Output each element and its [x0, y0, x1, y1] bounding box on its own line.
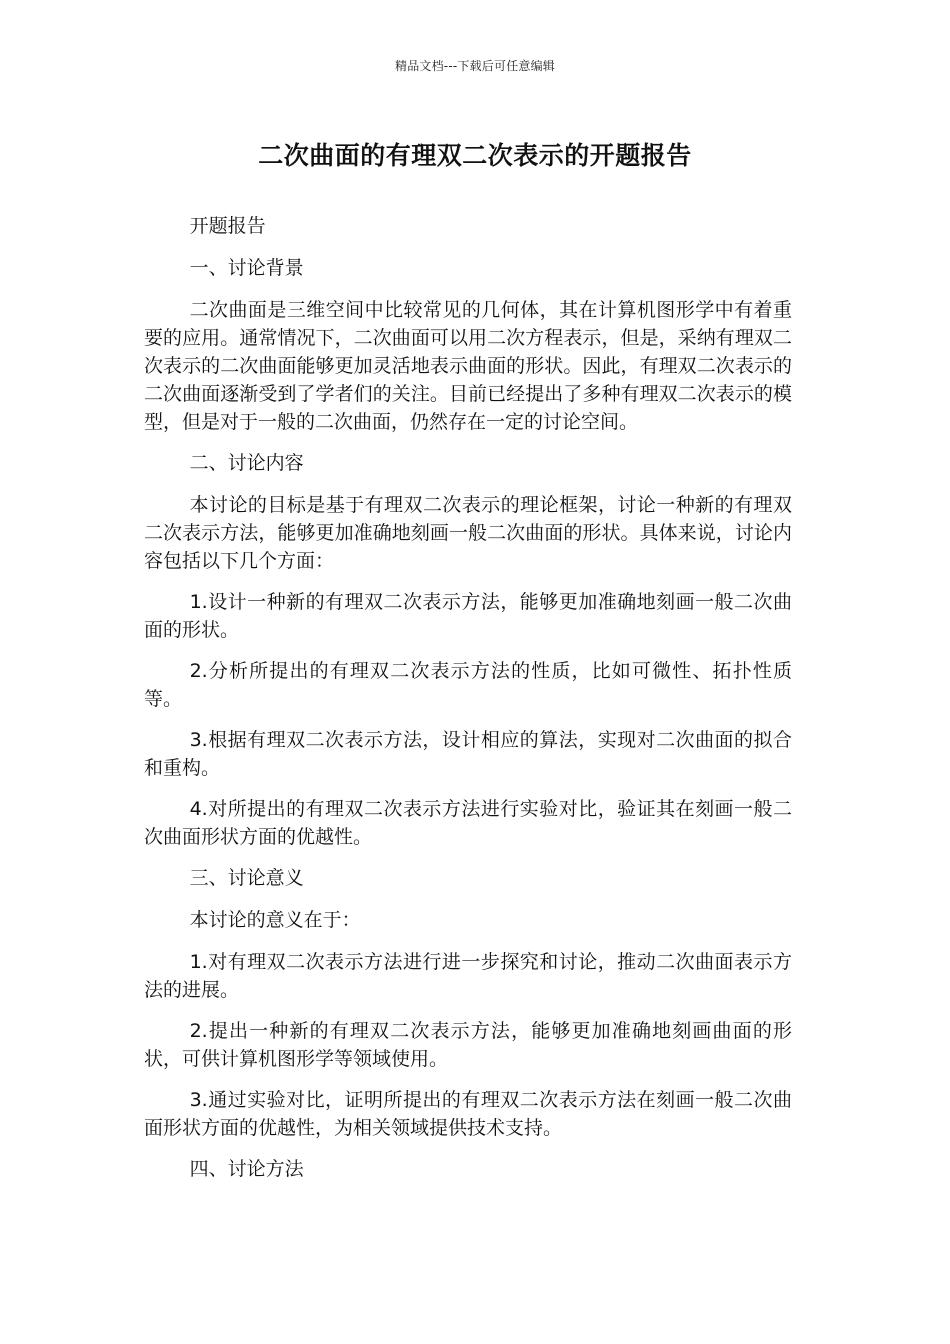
document-title: 二次曲面的有理双二次表示的开题报告 — [258, 141, 692, 170]
document-body — [144, 212, 792, 1197]
page-header: 精品文档---下载后可任意编辑 — [395, 59, 555, 73]
section-heading-background: 一、讨论背景 — [189, 257, 304, 279]
section-heading-content: 二、讨论内容 — [189, 452, 304, 474]
section-heading-method: 四、讨论方法 — [189, 1158, 304, 1180]
list-item-significance-1: 1.对有理双二次表示方法进行进一步探究和讨论，推动二次曲面表示方法的进展。 — [144, 951, 792, 1001]
list-item-content-3: 3.根据有理双二次表示方法，设计相应的算法，实现对二次曲面的拟合和重构。 — [144, 729, 792, 779]
paragraph-significance-intro: 本讨论的意义在于： — [189, 909, 361, 931]
paragraph-background: 二次曲面是三维空间中比较常见的几何体，其在计算机图形学中有着重要的应用。通常情况下，二次曲面可以用二次方程表示，但是，采纳有理双二次表示的二次曲面能够更加灵活地表示曲面的形状。因此，有理双二次表示的二次曲面逐渐受到了学者们的关注。目前已经提出了多种有理双二次表示的模型，但是对于一般的二次曲面，仍然存在一定的讨论空间。 — [144, 299, 792, 433]
list-item-content-2: 2.分析所提出的有理双二次表示方法的性质，比如可微性、拓扑性质等。 — [144, 660, 792, 710]
list-item-content-1: 1.设计一种新的有理双二次表示方法，能够更加准确地刻画一般二次曲面的形状。 — [144, 591, 792, 641]
section-heading-significance: 三、讨论意义 — [189, 867, 304, 889]
paragraph-content-intro: 本讨论的目标是基于有理双二次表示的理论框架，讨论一种新的有理双二次表示方法，能够更加准确地刻画一般二次曲面的形状。具体来说，讨论内容包括以下几个方面： — [144, 494, 792, 572]
section-label-report: 开题报告 — [189, 215, 266, 237]
list-item-significance-3: 3.通过实验对比，证明所提出的有理双二次表示方法在刻画一般二次曲面形状方面的优越性，为相关领域提供技术支持。 — [144, 1089, 792, 1139]
list-item-content-4: 4.对所提出的有理双二次表示方法进行实验对比，验证其在刻画一般二次曲面形状方面的优越性。 — [144, 798, 792, 848]
list-item-significance-2: 2.提出一种新的有理双二次表示方法，能够更加准确地刻画曲面的形状，可供计算机图形学等领域使用。 — [144, 1020, 792, 1070]
